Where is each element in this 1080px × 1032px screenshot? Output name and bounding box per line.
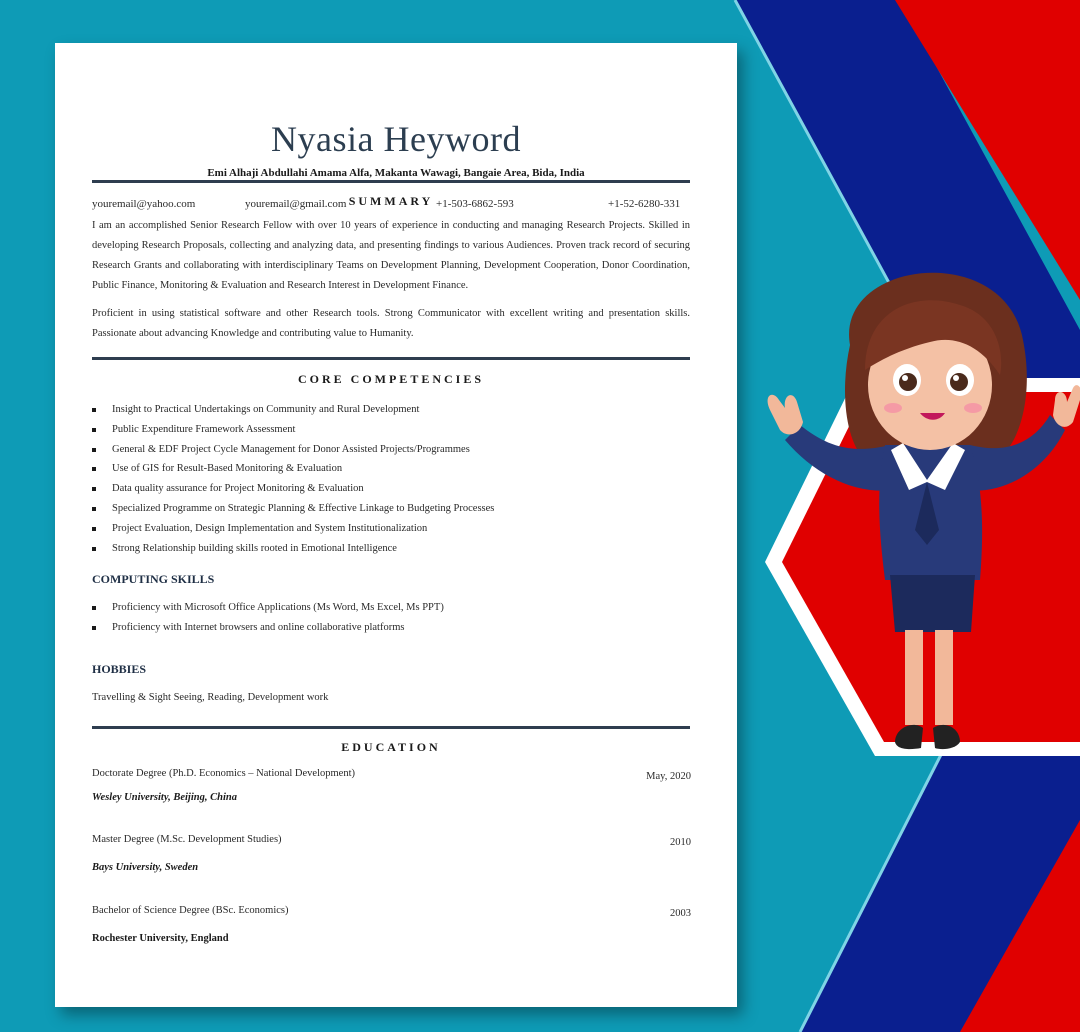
list-item: Proficiency with Internet browsers and online collaborative platforms (92, 618, 690, 638)
education-heading: EDUCATION (341, 740, 441, 754)
education-date: May, 2020 (646, 771, 691, 782)
computing-skills-list (92, 598, 690, 638)
contact-phone-1: +1-503-6862-593 (436, 198, 514, 210)
education-degree: Master Degree (M.Sc. Development Studies) (92, 834, 282, 845)
competencies-list (92, 400, 690, 558)
list-item: Strong Relationship building skills rooted in Emotional Intelligence (92, 539, 690, 559)
summary-paragraph: I am an accomplished Senior Research Fellow with over 10 years of experience in conducting and managing Research Projects. Skilled in developing Research Proposals, collecting and analyzing data, and presenting findings to various Audiences. Proven track record of securing Research Grants and collaborating with interdisciplinary Teams on Development Planning, Development Cooperation, Donor Coordination, Public Finance, Monitoring & Evaluation and Research Interest in Development Finance. (92, 220, 690, 291)
list-item: Project Evaluation, Design Implementation and System Institutionalization (92, 519, 690, 539)
contact-yahoo-email: youremail@yahoo.com (92, 198, 196, 210)
hobbies-text: Travelling & Sight Seeing, Reading, Development work (92, 692, 329, 703)
education-degree: Doctorate Degree (Ph.D. Economics – National Development) (92, 768, 355, 779)
hobbies-heading: HOBBIES (92, 662, 147, 676)
divider-rule (92, 726, 690, 729)
education-date: 2003 (670, 908, 691, 919)
list-item: Public Expenditure Framework Assessment (92, 420, 690, 440)
divider-rule (92, 357, 690, 360)
list-item: Use of GIS for Result-Based Monitoring & Evaluation (92, 459, 690, 479)
education-school: Bays University, Sweden (92, 862, 199, 873)
businesswoman-cartoon-icon (755, 250, 1080, 760)
resume-name: Nyasia Heyword (271, 119, 521, 159)
education-school: Rochester University, England (92, 933, 229, 944)
education-school: Wesley University, Beijing, China (92, 792, 237, 803)
summary-paragraph: Proficient in using statistical software and other Research tools. Strong Communicator with excellent writing and presentation skills. Passionate about advancing Knowledge and contributing value to Humanity. (92, 308, 690, 339)
summary-heading: SUMMARY (348, 194, 434, 208)
resume-page (55, 43, 737, 1007)
contact-phone-2: +1-52-6280-331 (608, 198, 681, 210)
resume-address: Emi Alhaji Abdullahi Amama Alfa, Makanta Wawagi, Bangaie Area, Bida, India (207, 167, 585, 179)
competencies-heading: CORE COMPETENCIES (297, 372, 485, 386)
list-item: Data quality assurance for Project Monitoring & Evaluation (92, 479, 690, 499)
computing-skills-heading: COMPUTING SKILLS (92, 572, 215, 586)
list-item: Proficiency with Microsoft Office Applications (Ms Word, Ms Excel, Ms PPT) (92, 598, 690, 618)
education-date: 2010 (670, 837, 691, 848)
list-item: Insight to Practical Undertakings on Community and Rural Development (92, 400, 690, 420)
divider-rule (92, 180, 690, 183)
education-degree: Bachelor of Science Degree (BSc. Economics) (92, 905, 289, 916)
contact-gmail-email: youremail@gmail.com (245, 198, 347, 210)
list-item: Specialized Programme on Strategic Planning & Effective Linkage to Budgeting Processes (92, 499, 690, 519)
list-item: General & EDF Project Cycle Management for Donor Assisted Projects/Programmes (92, 440, 690, 460)
